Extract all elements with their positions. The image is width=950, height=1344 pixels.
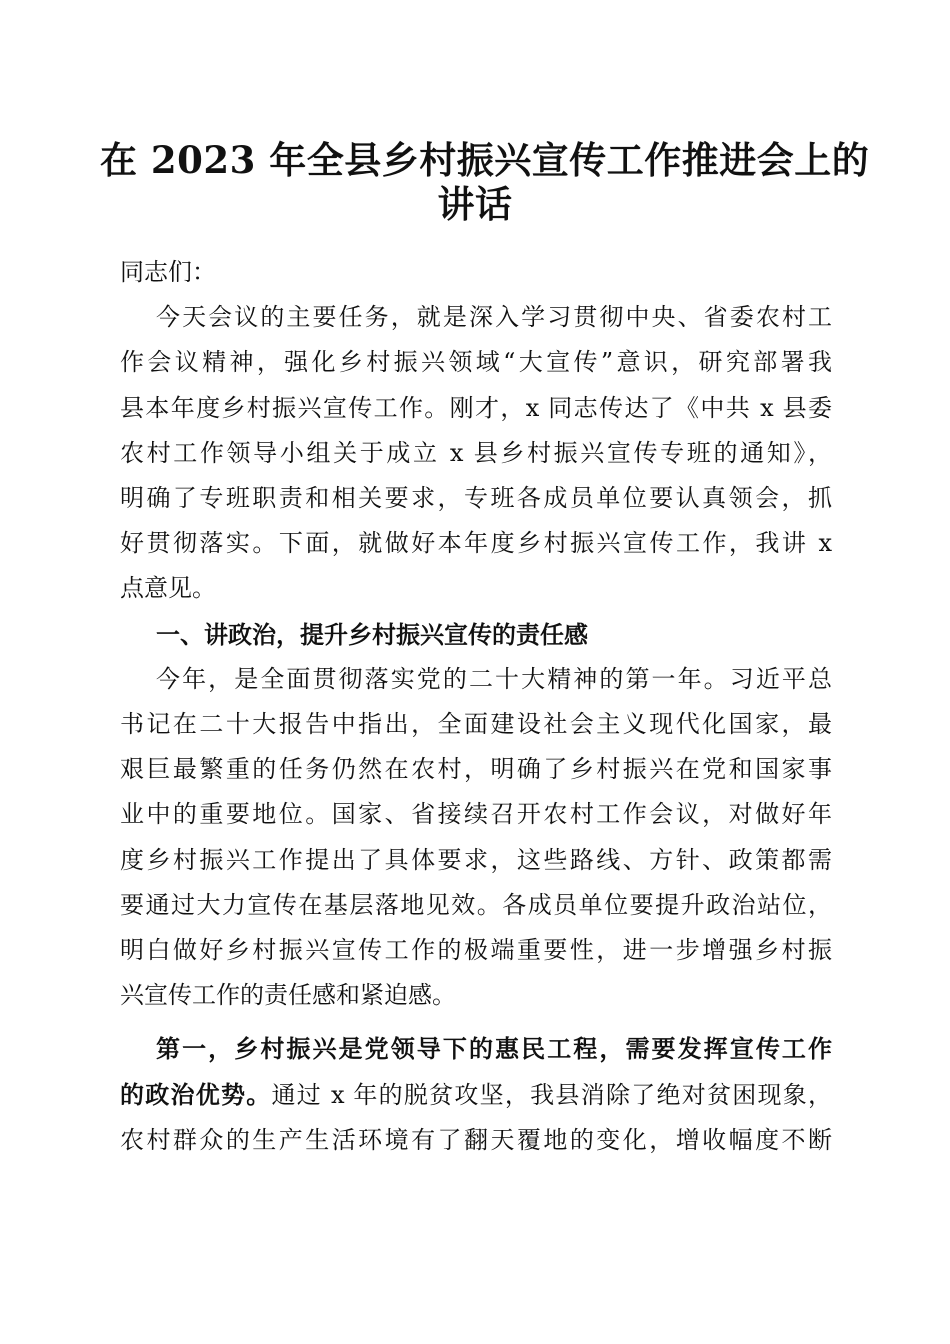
paragraph-3	[120, 1026, 832, 1163]
paragraph-line: 书记在二十大报告中指出，全面建设社会主义现代化国家，最	[120, 710, 832, 739]
paragraph-line: 县本年度乡村振兴宣传工作。刚才，x 同志传达了《中共 x 县委	[120, 393, 832, 422]
salutation-text: 同志们：	[120, 258, 216, 286]
section-heading-1	[120, 612, 832, 657]
document-title	[100, 138, 870, 226]
paragraph-line: 今天会议的主要任务，就是深入学习贯彻中央、省委农村工	[156, 303, 832, 332]
paragraph-1	[120, 295, 832, 611]
paragraph-line: 农村群众的生产生活环境有了翻天覆地的变化，增收幅度不断	[120, 1125, 832, 1154]
salutation	[120, 250, 832, 295]
section-heading-text: 一、讲政治，提升乡村振兴宣传的责任感	[156, 619, 588, 649]
paragraph-line: 兴宣传工作的责任感和紧迫感。	[120, 981, 456, 1010]
paragraph-2	[120, 657, 832, 1019]
paragraph-line: 艰巨最繁重的任务仍然在农村，明确了乡村振兴在党和国家事	[120, 755, 832, 784]
paragraph-line: 明白做好乡村振兴宣传工作的极端重要性，进一步增强乡村振	[120, 936, 832, 965]
paragraph-line: 农村工作领导小组关于成立 x 县乡村振兴宣传专班的通知》，	[120, 438, 832, 467]
paragraph-line	[120, 1072, 832, 1118]
paragraph-gap	[120, 1018, 832, 1026]
document-body	[120, 250, 832, 1163]
paragraph-line: 今年，是全面贯彻落实党的二十大精神的第一年。习近平总	[156, 664, 832, 693]
paragraph-line: 作会议精神，强化乡村振兴领域“大宣传”意识，研究部署我	[120, 348, 832, 377]
paragraph-line: 点意见。	[120, 574, 216, 603]
paragraph-line: 业中的重要地位。国家、省接续召开农村工作会议，对做好年	[120, 800, 832, 829]
title-line-2: 讲话	[437, 182, 513, 226]
paragraph-line: 度乡村振兴工作提出了具体要求，这些路线、方针、政策都需	[120, 845, 832, 874]
paragraph-bold-lead-end: 的政治优势。	[120, 1079, 272, 1109]
paragraph-line: 要通过大力宣传在基层落地见效。各成员单位要提升政治站位，	[120, 890, 832, 919]
paragraph-bold-lead: 第一，乡村振兴是党领导下的惠民工程，需要发挥宣传工作	[156, 1034, 832, 1064]
paragraph-line: 明确了专班职责和相关要求，专班各成员单位要认真领会，抓	[120, 484, 832, 513]
paragraph-line-rest: 通过 x 年的脱贫攻坚，我县消除了绝对贫困现象，	[271, 1080, 832, 1109]
paragraph-line: 好贯彻落实。下面，就做好本年度乡村振兴宣传工作，我讲 x	[120, 529, 832, 558]
title-line-1: 在 2023 年全县乡村振兴宣传工作推进会上的	[100, 138, 870, 182]
